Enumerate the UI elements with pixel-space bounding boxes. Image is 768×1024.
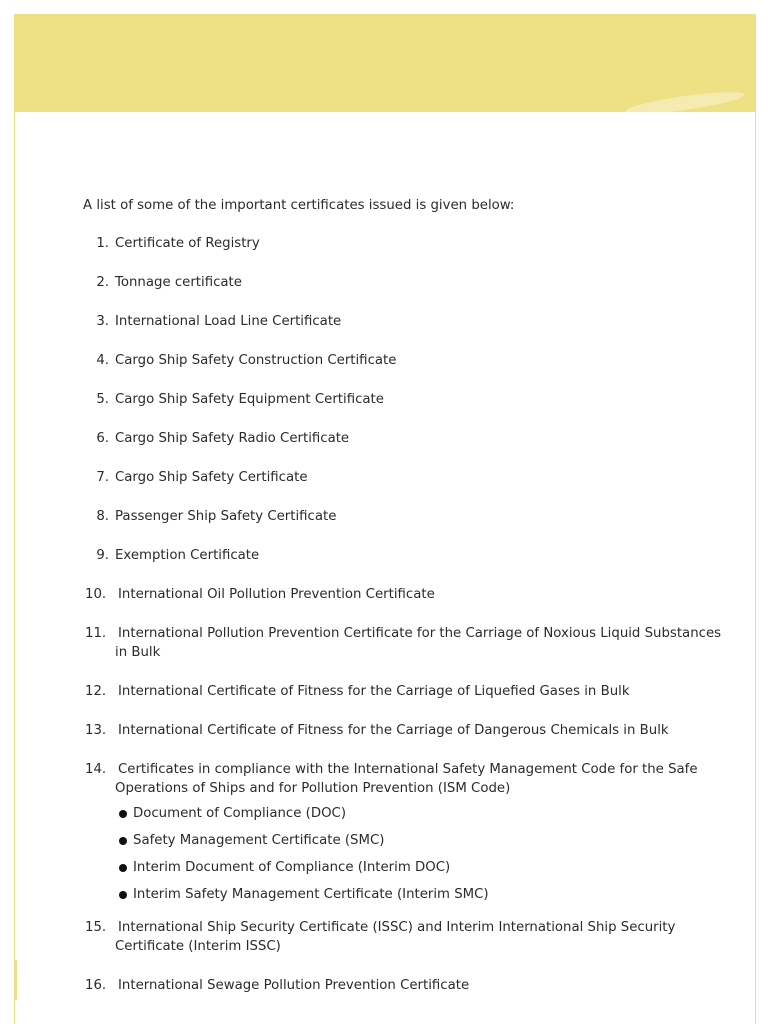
sublist-item: Interim Safety Management Certificate (Interim SMC) [83, 885, 733, 912]
list-number: 12. [85, 684, 107, 699]
ism-sublist [83, 804, 733, 912]
list-item [83, 760, 733, 798]
side-tab-decoration [14, 960, 17, 1000]
list-item [83, 312, 733, 331]
sublist-item: Safety Management Certificate (SMC) [83, 831, 733, 858]
list-text: Cargo Ship Safety Radio Certificate [115, 431, 350, 446]
list-item [83, 721, 733, 740]
list-item [83, 585, 733, 604]
list-text: Certificates in compliance with the International Safety Management Code for the Safe Operations of Ships and for Pollution Prevention (ISM Code) [115, 762, 698, 796]
list-number: 6. [96, 431, 109, 446]
list-text: Passenger Ship Safety Certificate [115, 509, 337, 524]
certificate-list-continued [83, 918, 733, 995]
list-text: Exemption Certificate [115, 548, 260, 563]
certificate-list-section [83, 196, 733, 1015]
list-number: 2. [96, 275, 109, 290]
list-item [83, 351, 733, 370]
list-number: 13. [85, 723, 107, 738]
list-text: Cargo Ship Safety Construction Certificate [115, 353, 397, 368]
list-number: 11. [85, 626, 107, 641]
list-text: International Certificate of Fitness for the Carriage of Liquefied Gases in Bulk [118, 684, 630, 699]
list-number: 16. [85, 978, 107, 993]
list-text: International Sewage Pollution Prevention Certificate [118, 978, 470, 993]
list-number: 5. [96, 392, 109, 407]
list-text: International Pollution Prevention Certificate for the Carriage of Noxious Liquid Substances in Bulk [115, 626, 722, 660]
list-number: 8. [96, 509, 109, 524]
list-item [83, 468, 733, 487]
list-text: Certificate of Registry [115, 236, 260, 251]
sublist-item: Document of Compliance (DOC) [83, 804, 733, 831]
list-item [83, 624, 733, 662]
sublist-item: Interim Document of Compliance (Interim DOC) [83, 858, 733, 885]
list-text: International Load Line Certificate [115, 314, 342, 329]
list-item [83, 273, 733, 292]
list-text: Tonnage certificate [115, 275, 242, 290]
list-item [83, 390, 733, 409]
list-text: Cargo Ship Safety Equipment Certificate [115, 392, 384, 407]
certificate-list [83, 234, 733, 798]
list-item [83, 546, 733, 565]
list-text: International Ship Security Certificate (ISSC) and Interim International Ship Security Certificate (Interim ISSC) [115, 920, 676, 954]
list-item [83, 234, 733, 253]
list-number: 1. [96, 236, 109, 251]
header-decoration [625, 88, 746, 112]
list-item [83, 918, 733, 956]
list-number: 3. [96, 314, 109, 329]
list-number: 9. [96, 548, 109, 563]
list-number: 7. [96, 470, 109, 485]
list-number: 15. [85, 920, 107, 935]
list-text: Cargo Ship Safety Certificate [115, 470, 308, 485]
list-item [83, 507, 733, 526]
list-text: International Certificate of Fitness for the Carriage of Dangerous Chemicals in Bulk [118, 723, 669, 738]
list-number: 10. [85, 587, 107, 602]
list-item [83, 976, 733, 995]
list-number: 14. [85, 762, 107, 777]
intro-text: A list of some of the important certificates issued is given below: [83, 198, 515, 213]
list-number: 4. [96, 353, 109, 368]
list-item [83, 682, 733, 701]
list-text: International Oil Pollution Prevention Certificate [118, 587, 435, 602]
list-item [83, 429, 733, 448]
header-band [15, 14, 755, 112]
